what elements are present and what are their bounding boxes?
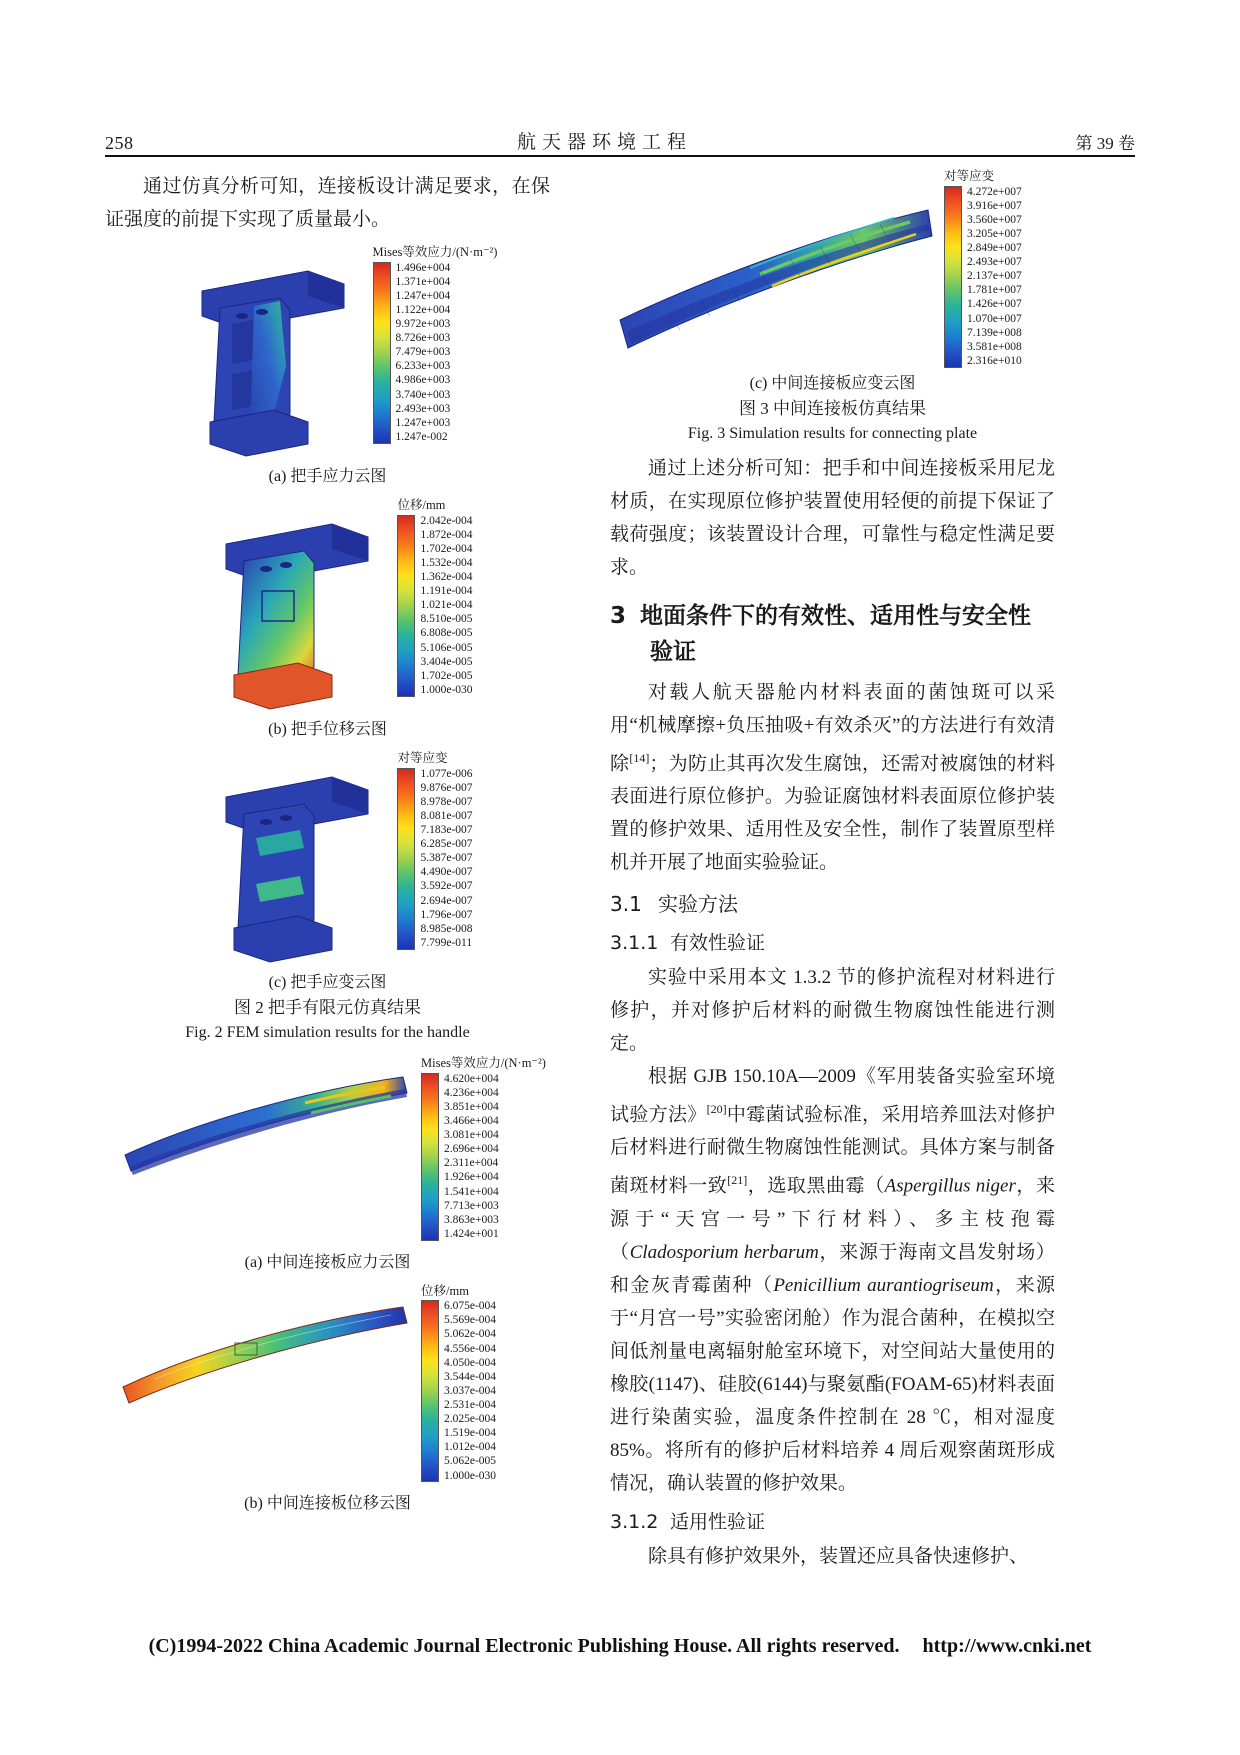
legend-value: 3.466e+004 — [444, 1114, 499, 1127]
text-run: ，来源于“天宫一号”下行材料）、多主枝孢霉（ — [610, 1175, 1055, 1263]
legend-value: 1.000e-030 — [420, 683, 473, 696]
paragraph-intro: 通过仿真分析可知，连接板设计满足要求，在保证强度的前提下实现了质量最小。 — [105, 176, 550, 230]
figure-3c — [610, 170, 1055, 446]
species-name-3: Penicillium aurantiogriseum — [773, 1274, 994, 1296]
legend-value: 1.426e+007 — [967, 298, 1022, 311]
legend-value: 1.702e-005 — [420, 669, 473, 682]
header-rule — [105, 155, 1135, 157]
legend-value: 1.247e-002 — [395, 430, 448, 443]
legend-value: 3.205e+007 — [967, 227, 1022, 240]
legend-values — [444, 1300, 496, 1482]
figure-3-caption-cn: 图 3 中间连接板仿真结果 — [739, 398, 926, 418]
figure-3b-legend — [421, 1285, 496, 1483]
reference-21: [21] — [727, 1173, 748, 1188]
section-3-title-line1: 地面条件下的有效性、适用性与安全性 — [640, 602, 1032, 629]
legend-value: 3.592e-007 — [420, 880, 473, 893]
figure-2c-legend — [397, 752, 472, 950]
text-run: ，选取黑曲霉（ — [747, 1175, 885, 1197]
figure-3a-legend — [421, 1057, 546, 1241]
section-312-number: 3.1.2 — [610, 1510, 659, 1533]
copyright-text: (C)1994-2022 China Academic Journal Electronic Publishing House. All rights reserved. — [148, 1635, 900, 1657]
legend-title: 位移/mm — [397, 498, 446, 512]
figure-3a — [105, 1056, 550, 1275]
figure-2c-image — [182, 752, 397, 967]
legend-value: 4.620e+004 — [444, 1072, 499, 1085]
legend-value: 1.122e+004 — [395, 303, 451, 316]
figure-2-caption-en: Fig. 2 FEM simulation results for the handle — [185, 1024, 470, 1041]
figure-3c-legend — [944, 170, 1022, 368]
legend-value: 1.247e+003 — [395, 416, 451, 429]
legend-value: 2.042e-004 — [420, 514, 473, 527]
color-bar — [397, 768, 415, 950]
legend-value: 3.740e+003 — [395, 388, 451, 401]
text-run: ，来源于“月宫一号”实验密闭舱）作为混合菌种，在模拟空间低剂量电离辐射舱室环境下，对空间站大量使用的橡胶(1147)、硅胶(6144)与聚氨酯(FOAM-65)材料表面进行染菌实验，温度条件控制在 28 ℃，相对湿度 85%。将所有的修护后材料培养 4 周后观察菌斑形成情况，确认装置的修护效果。 — [610, 1274, 1055, 1494]
legend-value: 7.139e+008 — [967, 326, 1022, 339]
legend-value: 8.978e-007 — [420, 795, 473, 808]
legend-value: 1.077e-006 — [420, 767, 473, 780]
volume-label: 第 39 卷 — [1075, 134, 1135, 153]
section-31-number: 3.1 — [610, 891, 642, 916]
legend-value: 5.569e-004 — [444, 1314, 497, 1327]
section-31-heading — [610, 887, 1055, 921]
figure-2b — [105, 499, 550, 742]
legend-value: 4.236e+004 — [444, 1086, 499, 1099]
legend-value: 9.876e-007 — [420, 781, 473, 794]
legend-value: 1.519e-004 — [444, 1427, 497, 1440]
legend-value: 6.233e+003 — [395, 360, 451, 373]
figure-3c-caption: (c) 中间连接板应变云图 — [749, 374, 916, 392]
legend-value: 4.272e+007 — [967, 185, 1022, 198]
section-3-heading — [610, 598, 1055, 670]
figure-2-caption-cn: 图 2 把手有限元仿真结果 — [234, 998, 421, 1017]
figure-3c-image — [610, 170, 940, 360]
legend-value: 1.796e-007 — [420, 908, 473, 921]
figure-3a-image — [115, 1063, 415, 1183]
page-header — [105, 122, 1135, 154]
figure-2b-caption: (b) 把手位移云图 — [268, 721, 387, 738]
legend-title: Mises等效应力/(N·m⁻²) — [421, 1056, 546, 1070]
legend-value: 3.863e+003 — [444, 1213, 499, 1226]
figure-2b-image — [182, 499, 397, 714]
section-311-number: 3.1.1 — [610, 931, 659, 954]
legend-value: 6.808e-005 — [420, 627, 473, 640]
legend-value: 1.532e-004 — [420, 556, 473, 569]
legend-value: 4.050e-004 — [444, 1356, 497, 1369]
figure-2a-caption: (a) 把手应力云图 — [268, 468, 387, 485]
legend-value: 9.972e+003 — [395, 318, 451, 331]
legend-value: 5.062e-004 — [444, 1328, 497, 1341]
legend-value: 1.021e-004 — [420, 599, 473, 612]
legend-title: 对等应变 — [397, 751, 448, 765]
legend-value: 4.490e-007 — [420, 866, 473, 879]
legend-value: 8.726e+003 — [395, 332, 451, 345]
reference-20: [20] — [706, 1101, 727, 1116]
legend-value: 1.191e-004 — [420, 585, 473, 598]
color-bar — [421, 1300, 439, 1482]
species-name-1: Aspergillus niger — [884, 1175, 1016, 1197]
legend-value: 3.560e+007 — [967, 213, 1022, 226]
figure-3-caption-en: Fig. 3 Simulation results for connecting plate — [687, 424, 978, 442]
legend-value: 1.926e+004 — [444, 1171, 499, 1184]
legend-value: 1.702e-004 — [420, 542, 473, 555]
journal-title: 航天器环境工程 — [516, 131, 692, 153]
legend-value: 7.479e+003 — [395, 346, 451, 359]
legend-value: 8.510e-005 — [420, 613, 473, 626]
text-run: 中霉菌试验标准，采用培养皿法对修护后材料进行耐微生物腐蚀性能测试。具体方案与制备菌斑材料一致 — [610, 1104, 1055, 1197]
legend-value: 8.985e-008 — [420, 922, 473, 935]
figure-2b-legend — [397, 499, 472, 697]
paragraph-3-intro — [610, 676, 1055, 879]
legend-value: 7.799e-011 — [420, 936, 473, 949]
legend-value: 3.037e-004 — [444, 1384, 497, 1397]
legend-value: 1.541e+004 — [444, 1185, 499, 1198]
legend-value: 3.404e-005 — [420, 655, 473, 668]
legend-value: 4.556e-004 — [444, 1342, 497, 1355]
text-run: 根据 GJB 150.10A—2009《军用装备实验室环境试验方法》 — [610, 1065, 1055, 1126]
paragraph-312: 除具有修护效果外，装置还应具备快速修护、 — [648, 1545, 1029, 1567]
legend-value: 2.694e-007 — [420, 894, 473, 907]
legend-value: 3.081e+004 — [444, 1129, 499, 1142]
species-name-2: Cladosporium herbarum — [629, 1241, 819, 1263]
legend-value: 1.012e-004 — [444, 1441, 497, 1454]
cnki-url[interactable]: http://www.cnki.net — [922, 1635, 1092, 1657]
section-31-title: 实验方法 — [658, 891, 738, 916]
legend-value: 2.493e+003 — [395, 402, 451, 415]
figure-2a-image — [158, 246, 373, 461]
color-bar — [397, 515, 415, 697]
legend-value: 2.531e-004 — [444, 1398, 497, 1411]
figure-2c-caption: (c) 把手应变云图 — [268, 974, 387, 991]
section-311-title: 有效性验证 — [670, 931, 766, 954]
legend-values — [420, 768, 472, 950]
legend-value: 3.544e-004 — [444, 1370, 497, 1383]
reference-14: [14] — [629, 750, 650, 765]
legend-value: 1.247e+004 — [395, 289, 451, 302]
legend-value: 2.849e+007 — [967, 242, 1022, 255]
legend-values — [444, 1073, 499, 1241]
legend-title: 位移/mm — [421, 1283, 469, 1298]
section-3-title-line2: 验证 — [650, 638, 696, 665]
page-number: 258 — [105, 133, 134, 153]
section-312-heading — [610, 1506, 1055, 1538]
paragraph-311: 实验中采用本文 1.3.2 节的修护流程对材料进行修护，并对修护后材料的耐微生物腐蚀性能进行测定。 — [610, 966, 1055, 1054]
figure-3b-caption: (b) 中间连接板位移云图 — [244, 1495, 411, 1513]
color-bar — [373, 262, 391, 444]
section-311-heading — [610, 927, 1055, 959]
legend-title: Mises等效应力/(N·m⁻²) — [372, 245, 498, 259]
legend-value: 2.311e+004 — [444, 1157, 499, 1170]
legend-values — [420, 515, 472, 697]
paragraph-311b — [610, 1060, 1055, 1500]
legend-values — [396, 262, 451, 444]
legend-value: 5.387e-007 — [420, 852, 473, 865]
legend-values — [967, 186, 1022, 368]
text-run: 对载人航天器舱内材料表面的菌蚀斑可以采用“机械摩擦+负压抽吸+有效杀灭”的方法进行有效清除 — [610, 681, 1055, 774]
figure-2c — [105, 752, 550, 1045]
legend-value: 5.062e-005 — [444, 1455, 497, 1468]
legend-value: 4.986e+003 — [395, 374, 451, 387]
legend-value: 1.496e+004 — [395, 261, 451, 274]
figure-2a — [105, 246, 550, 489]
legend-value: 8.081e-007 — [420, 809, 473, 822]
page-footer — [0, 1635, 1240, 1658]
legend-value: 1.000e-030 — [444, 1469, 497, 1482]
text-run: ；为防止其再次发生腐蚀，还需对被腐蚀的材料表面进行原位修护。为验证腐蚀材料表面原位修护装置的修护效果、适用性及安全性，制作了装置原型样机并开展了地面实验验证。 — [610, 752, 1055, 873]
legend-value: 7.183e-007 — [420, 824, 473, 837]
legend-value: 3.581e+008 — [967, 340, 1022, 353]
legend-value: 5.106e-005 — [420, 641, 473, 654]
figure-3b — [105, 1283, 550, 1517]
legend-title: 对等应变 — [944, 169, 995, 183]
legend-value: 1.781e+007 — [967, 284, 1022, 297]
legend-value: 2.025e-004 — [444, 1413, 497, 1426]
right-column — [610, 170, 1055, 1573]
legend-value: 7.713e+003 — [444, 1199, 499, 1212]
legend-value: 1.362e-004 — [420, 571, 473, 584]
legend-value: 2.493e+007 — [967, 256, 1022, 269]
legend-value: 1.070e+007 — [967, 312, 1022, 325]
legend-value: 1.371e+004 — [395, 275, 451, 288]
figure-3a-caption: (a) 中间连接板应力云图 — [244, 1253, 411, 1271]
figure-3b-image — [115, 1291, 415, 1411]
left-column — [105, 170, 550, 1516]
legend-value: 3.916e+007 — [967, 199, 1022, 212]
figure-2a-legend — [373, 246, 498, 444]
legend-value: 2.316e+010 — [967, 354, 1022, 367]
legend-value: 6.075e-004 — [444, 1300, 497, 1313]
section-3-number: 3 — [610, 602, 627, 629]
legend-value: 1.872e-004 — [420, 528, 473, 541]
legend-value: 6.285e-007 — [420, 838, 473, 851]
legend-value: 1.424e+001 — [444, 1227, 499, 1240]
color-bar — [421, 1073, 439, 1241]
section-312-title: 适用性验证 — [670, 1510, 766, 1533]
paragraph-after-figure3: 通过上述分析可知：把手和中间连接板采用尼龙材质，在实现原位修护装置使用轻便的前提下保证了载荷强度；该装置设计合理，可靠性与稳定性满足要求。 — [610, 457, 1055, 578]
legend-value: 2.696e+004 — [444, 1143, 499, 1156]
color-bar — [944, 186, 962, 368]
legend-value: 3.851e+004 — [444, 1100, 499, 1113]
text-run: ，来源于海南文昌发射场）和金灰青霉菌种（ — [610, 1241, 1055, 1296]
legend-value: 2.137e+007 — [967, 270, 1022, 283]
